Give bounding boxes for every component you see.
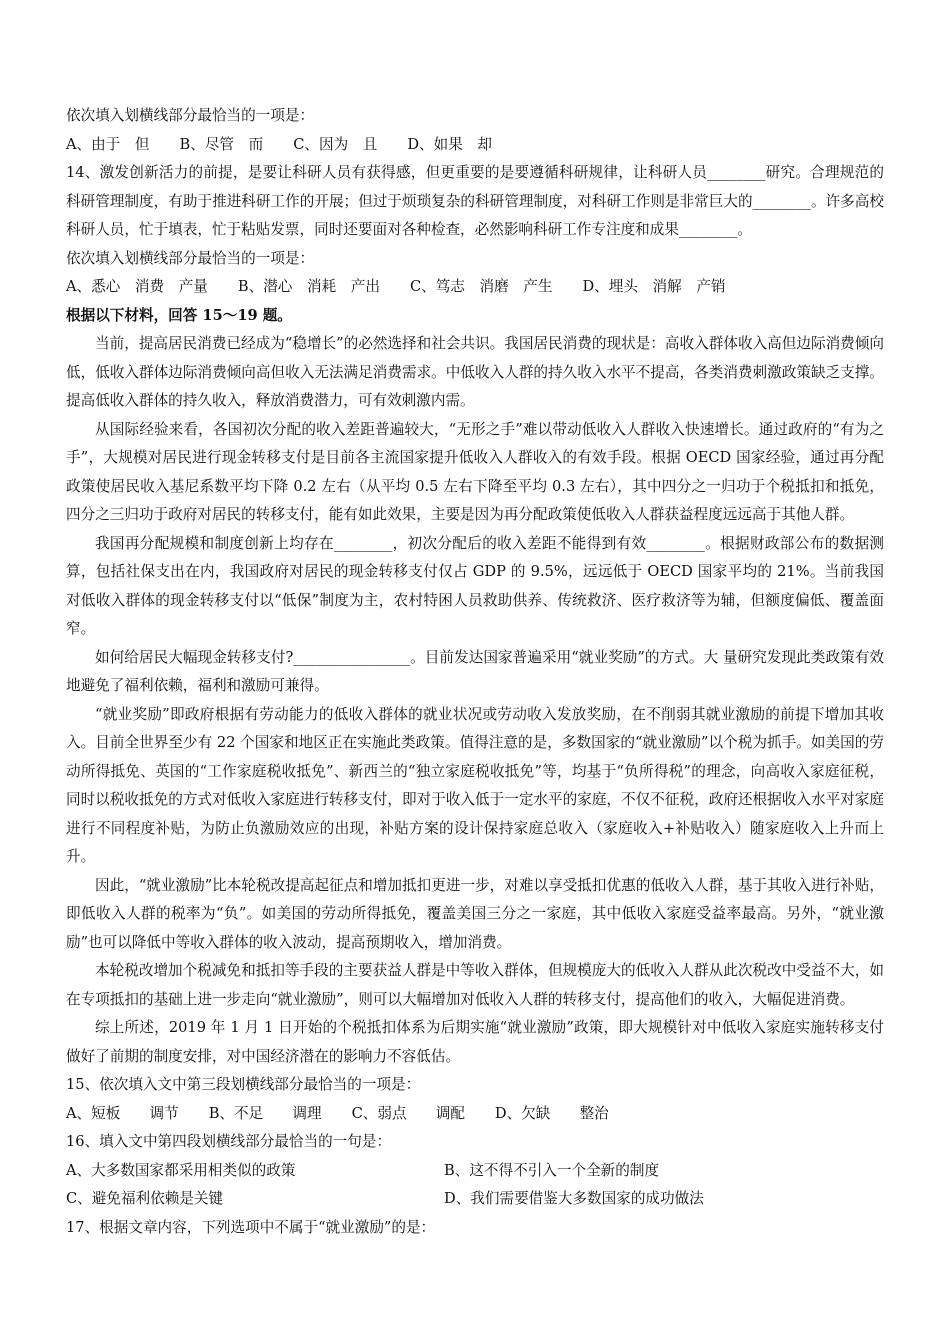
document-page <box>66 102 884 1242</box>
q14-options <box>66 273 884 302</box>
q14-option-b: B、潜心 消耗 产出 <box>237 278 380 295</box>
passage-paragraph-5: “就业奖励”即政府根据有劳动能力的低收入群体的就业状况或劳动收入发放奖励，在不削弱其就业激励的前提下增加其收入。目前全世界至少有 22 个国家和地区正在实施此类政策。值得注意的是，多数国家的“就业激励”以个税为抓手。如美国的劳动所得抵免、英国的“工作家庭税收抵免”、新西兰的“独立家庭税收抵免”等，均基于“负所得税”的理念，向高收入家庭征税，同时以税收抵免的方式对低收入家庭进行转移支付，即对于收入低于一定水平的家庭，不仅不征税，政府还根据收入水平对家庭进行不同程度补贴，为防止负激励效应的出现，补贴方案的设计保持家庭总收入（家庭收入+补贴收入）随家庭收入上升而上升。 <box>66 705 884 865</box>
q13-option-c: C、因为 且 <box>293 135 378 153</box>
q15-option-c: C、弱点 调配 <box>351 1104 465 1122</box>
q16-option-d: D、我们需要借鉴大多数国家的成功做法 <box>444 1190 704 1207</box>
passage-paragraph-1: 当前，提高居民消费已经成为“稳增长”的必然选择和社会共识。我国居民消费的现状是：高收入群体收入高但边际消费倾向低，低收入群体边际消费倾向高但收入无法满足消费需求。中低收入人群的持久收入水平不提高，各类消费刺激政策缺乏支撑。提高低收入群体的持久收入，释放消费潜力，可有效刺激内需。 <box>66 335 884 409</box>
q15-option-b: B、不足 调理 <box>208 1104 322 1122</box>
q14-prompt: 依次填入划横线部分最恰当的一项是： <box>66 249 315 267</box>
q15-options <box>66 1100 884 1129</box>
passage-paragraph-4: 如何给居民大幅现金转移支付?________________。目前发达国家普遍采用“就业奖励”的方式。大 量研究发现此类政策有效地避免了福利依赖，福利和激励可兼得。 <box>66 648 884 694</box>
q15-option-a: A、短板 调节 <box>66 1104 179 1122</box>
q15-option-d: D、欠缺 整治 <box>494 1104 609 1122</box>
q14-option-c: C、笃志 消磨 产生 <box>409 278 553 295</box>
q13-options <box>66 131 884 160</box>
q15-stem: 15、依次填入文中第三段划横线部分最恰当的一项是： <box>66 1076 421 1093</box>
q13-prompt: 依次填入划横线部分最恰当的一项是： <box>66 107 315 124</box>
passage-paragraph-3: 我国再分配规模和制度创新上均存在________，初次分配后的收入差距不能得到有效________。根据财政部公布的数据测算，包括社保支出在内，我国政府对居民的现金转移支付仅占 GDP 的 9.5%，远远低于 OECD 国家平均的 21%。当前我国对低收入群体的现金转移支付以“低保”制度为主，农村特困人员救助供养、传统救济、医疗救济等为辅，但额度偏低、覆盖面窄。 <box>66 534 884 637</box>
q16-option-b: B、这不得不引入一个全新的制度 <box>444 1161 660 1179</box>
q16-option-c: C、避免福利依赖是关键 <box>66 1190 224 1207</box>
q13-option-d: D、如果 却 <box>407 135 493 153</box>
q14-option-d: D、埋头 消解 产销 <box>582 278 726 295</box>
q14-stem: 14、激发创新活力的前提，是要让科研人员有获得感，但更重要的是要遵循科研规律，让科研人员________研究。合理规范的科研管理制度，有助于推进科研工作的开展；但过于烦琐复杂的科研管理制度，对科研工作则是非常巨大的________。许多高校科研人员，忙于填表，忙于粘贴发票，同时还要面对各种检查，必然影响科研工作专注度和成果________。 <box>66 164 884 238</box>
q13-option-b: B、尽管 而 <box>179 135 264 153</box>
passage-paragraph-7: 本轮税改增加个税减免和抵扣等手段的主要获益人群是中等收入群体，但规模庞大的低收入人群从此次税改中受益不大，如在专项抵扣的基础上进一步走向“就业激励”，则可以大幅增加对低收入人群的转移支付，提高他们的收入，大幅促进消费。 <box>66 962 884 1008</box>
q13-option-a: A、由于 但 <box>66 135 150 153</box>
passage-paragraph-6: 因此，“就业激励”比本轮税改提高起征点和增加抵扣更进一步，对难以享受抵扣优惠的低收入人群，基于其收入进行补贴，即低收入人群的税率为“负”。如美国的劳动所得抵免，覆盖美国三分之一家庭，其中低收入家庭受益率最高。另外，“就业激励”也可以降低中等收入群体的收入波动，提高预期收入，增加消费。 <box>66 876 884 951</box>
q14-option-a: A、悉心 消费 产量 <box>66 278 208 295</box>
q17-stem: 17、根据文章内容，下列选项中不属于“就业激励”的是： <box>66 1218 436 1236</box>
q16-options <box>66 1157 884 1214</box>
q16-stem: 16、填入文中第四段划横线部分最恰当的一句是： <box>66 1133 392 1150</box>
passage-paragraph-8: 综上所述，2019 年 1 月 1 日开始的个税抵扣体系为后期实施“就业激励”政策，即大规模针对中低收入家庭实施转移支付做好了前期的制度安排，对中国经济潜在的影响力不容低估。 <box>66 1019 884 1065</box>
q16-option-a: A、大多数国家都采用相类似的政策 <box>66 1161 296 1179</box>
passage-paragraph-2: 从国际经验来看，各国初次分配的收入差距普遍较大，“无形之手”难以带动低收入人群收入快速增长。通过政府的“有为之手”，大规模对居民进行现金转移支付是目前各主流国家提升低收入人群收入的有效手段。根据 OECD 国家经验，通过再分配政策使居民收入基尼系数平均下降 0.2 左右（从平均 0.5 左右下降至平均 0.3 左右），其中四分之一归功于个税抵扣和抵免，四分之三归功于政府对居民的转移支付，能有如此效果，主要是因为再分配政策使低收入人群获益程度远远高于其他人群。 <box>66 420 884 523</box>
material-heading: 根据以下材料，回答 15～19 题。 <box>66 306 292 324</box>
